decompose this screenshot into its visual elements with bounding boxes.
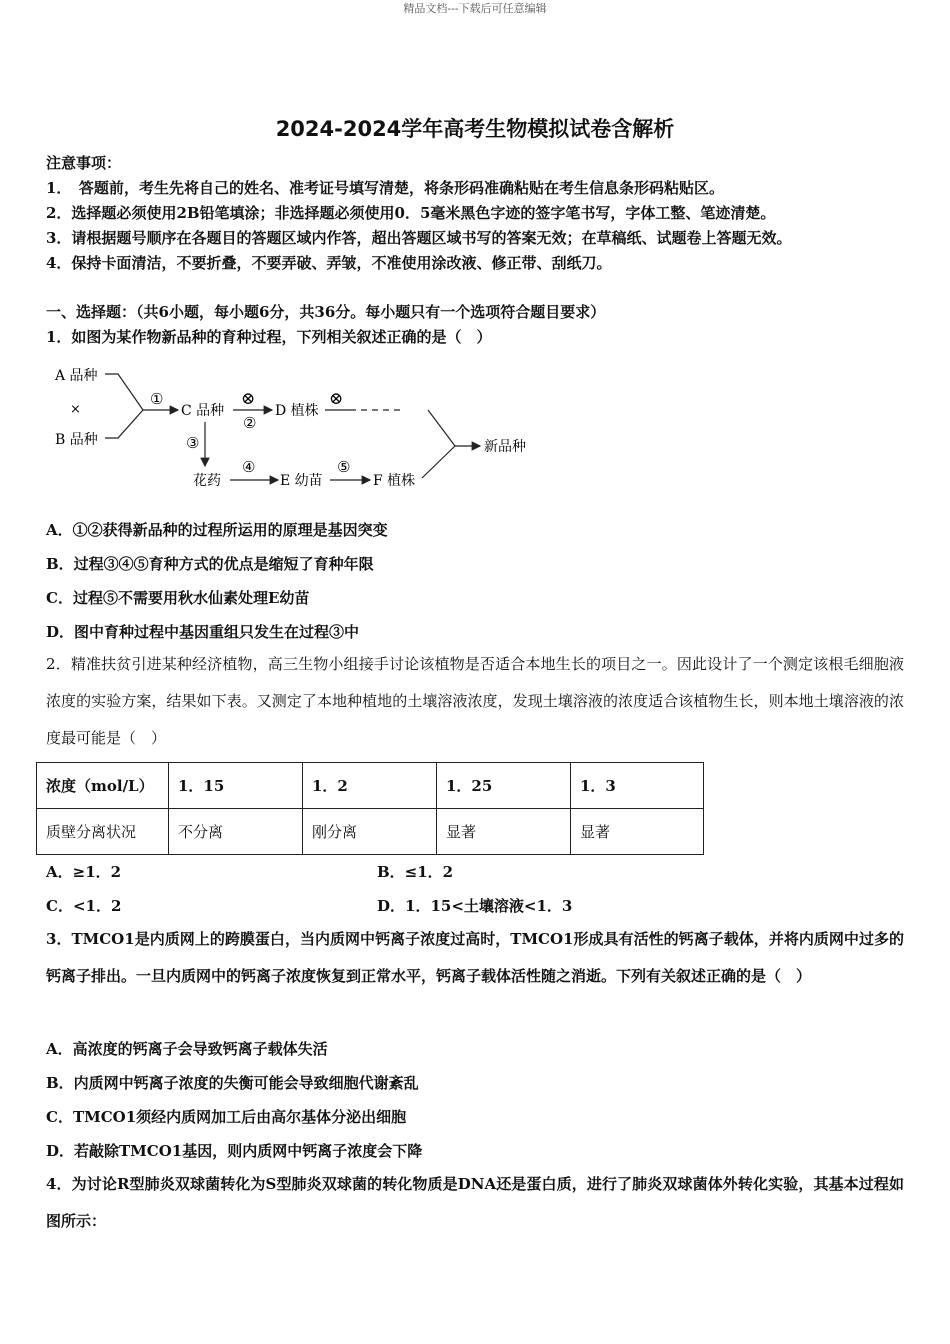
table-row: [37, 809, 704, 855]
step-5-label: ⑤: [337, 458, 351, 476]
table-cell: 1．25: [437, 763, 571, 809]
self-cross-symbol: ⊗: [329, 389, 344, 409]
q4-stem: 4．为讨论R型肺炎双球菌转化为S型肺炎双球菌的转化物质是DNA还是蛋白质，进行了肺炎双球菌体外转化实验，其基本过程如图所示：: [46, 1175, 904, 1230]
node-b: B 品种: [55, 432, 98, 448]
node-f: F 植株: [373, 473, 416, 489]
q2-option-b: B．≤1．2: [377, 863, 454, 881]
node-new-variety: 新品种: [484, 439, 526, 455]
table-cell: 质壁分离状况: [37, 809, 169, 855]
node-e: E 幼苗: [280, 473, 323, 489]
q1-option-b: B．过程③④⑤育种方式的优点是缩短了育种年限: [46, 555, 374, 573]
q3-option-a: A．高浓度的钙离子会导致钙离子载体失活: [46, 1040, 328, 1058]
q1-stem: 1．如图为某作物新品种的育种过程，下列相关叙述正确的是（ ）: [46, 328, 492, 346]
table-cell: 1．15: [169, 763, 303, 809]
table-cell: 显著: [437, 809, 571, 855]
q2-option-a: A．≥1．2: [46, 863, 122, 881]
table-cell: 不分离: [169, 809, 303, 855]
q3-option-c: C．TMCO1须经内质网加工后由高尔基体分泌出细胞: [46, 1108, 407, 1126]
table-cell: 刚分离: [303, 809, 437, 855]
step-3-label: ③: [186, 434, 200, 452]
page-title: 2024-2024学年高考生物模拟试卷含解析: [275, 117, 675, 141]
breeding-diagram: [50, 360, 550, 495]
cross-symbol: ×: [70, 402, 81, 417]
node-a: A 品种: [55, 368, 98, 384]
step-4-label: ④: [242, 458, 256, 476]
q2-option-d: D．1．15<土壤溶液<1．3: [377, 897, 573, 915]
q2-option-c: C．<1．2: [46, 897, 122, 915]
q1-option-a: A．①②获得新品种的过程所运用的原理是基因突变: [46, 521, 388, 539]
step-1-label: ①: [150, 390, 164, 408]
page-header: 精品文档---下载后可任意编辑: [403, 2, 547, 15]
table-row: [37, 763, 704, 809]
node-d: D 植株: [275, 403, 319, 419]
notice-item: 1． 答题前，考生先将自己的姓名、准考证号填写清楚，将条形码准确粘贴在考生信息条形码粘贴区。: [46, 179, 724, 197]
q3-option-d: D．若敲除TMCO1基因，则内质网中钙离子浓度会下降: [46, 1142, 423, 1160]
step-2-label: ②: [243, 414, 257, 432]
table-cell: 1．2: [303, 763, 437, 809]
table-cell: 浓度（mol/L）: [37, 763, 169, 809]
node-anther: 花药: [193, 473, 221, 489]
self-cross-symbol: ⊗: [241, 389, 256, 409]
table-cell: 显著: [571, 809, 704, 855]
notice-item: 3．请根据题号顺序在各题目的答题区域内作答，超出答题区域书写的答案无效；在草稿纸、试题卷上答题无效。: [46, 229, 792, 247]
q1-option-c: C．过程⑤不需要用秋水仙素处理E幼苗: [46, 589, 310, 607]
node-c: C 品种: [181, 403, 225, 419]
table-cell: 1．3: [571, 763, 704, 809]
notice-item: 2．选择题必须使用2B铅笔填涂；非选择题必须使用0．5毫米黑色字迹的签字笔书写，字体工整、笔迹清楚。: [46, 204, 776, 222]
notice-item: 4．保持卡面清洁，不要折叠，不要弄破、弄皱，不准使用涂改液、修正带、刮纸刀。: [46, 254, 612, 272]
q2-stem: 2．精准扶贫引进某种经济植物，高三生物小组接手讨论该植物是否适合本地生长的项目之一。因此设计了一个测定该根毛细胞液浓度的实验方案，结果如下表。又测定了本地种植地的土壤溶液浓度，发现土壤溶液的浓度适合该植物生长，则本地土壤溶液的浓度最可能是（ ）: [46, 655, 904, 747]
q1-option-d: D．图中育种过程中基因重组只发生在过程③中: [46, 623, 360, 641]
notice-heading: 注意事项：: [46, 154, 122, 172]
q3-option-b: B．内质网中钙离子浓度的失衡可能会导致细胞代谢紊乱: [46, 1074, 419, 1092]
concentration-table: [36, 762, 704, 855]
section-heading: 一、选择题：（共6小题，每小题6分，共36分。每小题只有一个选项符合题目要求）: [46, 303, 606, 321]
q3-stem: 3．TMCO1是内质网上的跨膜蛋白，当内质网中钙离子浓度过高时，TMCO1形成具有活性的钙离子载体，并将内质网中过多的钙离子排出。一旦内质网中的钙离子浓度恢复到正常水平，钙离子载体活性随之消逝。下列有关叙述正确的是（ ）: [46, 930, 904, 985]
